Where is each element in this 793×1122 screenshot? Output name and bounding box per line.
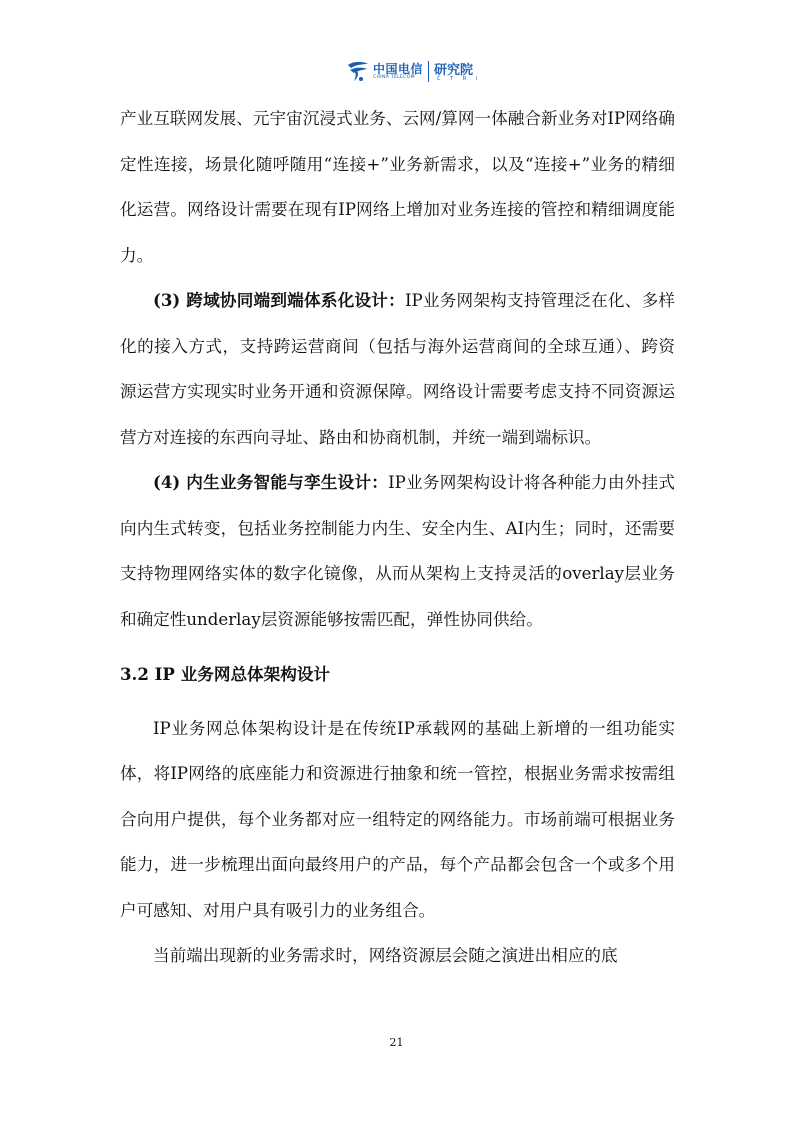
paragraph-intrinsic-intelligence [120,460,675,642]
logo-english-name: CHINA TELECOM [373,75,415,80]
institute-name: 研究院 [434,63,474,78]
page-body [120,96,675,979]
china-telecom-ctri-logo [345,56,490,88]
paragraph-text: IP业务网架构支持管理泛在化、多样化的接入方式，支持跨运营商间（包括与海外运营商间的全球互通）、跨资源运营方实现实时业务开通和资源保障。网络设计需要考虑支持不同资源运营方对连接的东西向寻址、路由和协商机制，并统一端到端标识。 [120,291,675,447]
paragraph-lead: (4) 内生业务智能与孪生设计： [153,472,389,492]
paragraph-cross-domain [120,278,675,460]
paragraph-continued: 产业互联网发展、元宇宙沉浸式业务、云网/算网一体融合新业务对IP网络确定性连接，场景化随呼随用“连接+”业务新需求，以及“连接+”业务的精细化运营。网络设计需要在现有IP网络上增加对业务连接的管控和精细调度能力。 [120,109,675,265]
section-heading: 3.2 IP 业务网总体架构设计 [120,664,331,684]
paragraph-evolution: 当前端出现新的业务需求时，网络资源层会随之演进出相应的底 [153,946,618,965]
page-header [0,52,793,92]
logo-chinese-name: 中国电信 [373,62,424,76]
paragraph-text: IP业务网架构设计将各种能力由外挂式向内生式转变，包括业务控制能力内生、安全内生、AI内生；同时，还需要支持物理网络实体的数字化镜像，从而从架构上支持灵活的overlay层业务和确定性underlay层资源能够按需匹配，弹性协同供给。 [120,473,675,629]
paragraph-lead: (3) 跨域协同端到端体系化设计： [153,290,405,310]
page-number: 21 [389,1036,404,1049]
institute-abbreviation: C T R I [437,76,482,82]
paragraph-architecture: IP业务网总体架构设计是在传统IP承载网的基础上新增的一组功能实体，将IP网络的底座能力和资源进行抽象和统一管控，根据业务需求按需组合向用户提供，每个业务都对应一组特定的网络能力。市场前端可根据业务能力，进一步梳理出面向最终用户的产品，每个产品都会包含一个或多个用户可感知、对用户具有吸引力的业务组合。 [120,718,675,920]
china-telecom-swirl-icon [345,59,371,83]
logo-divider [428,61,429,82]
